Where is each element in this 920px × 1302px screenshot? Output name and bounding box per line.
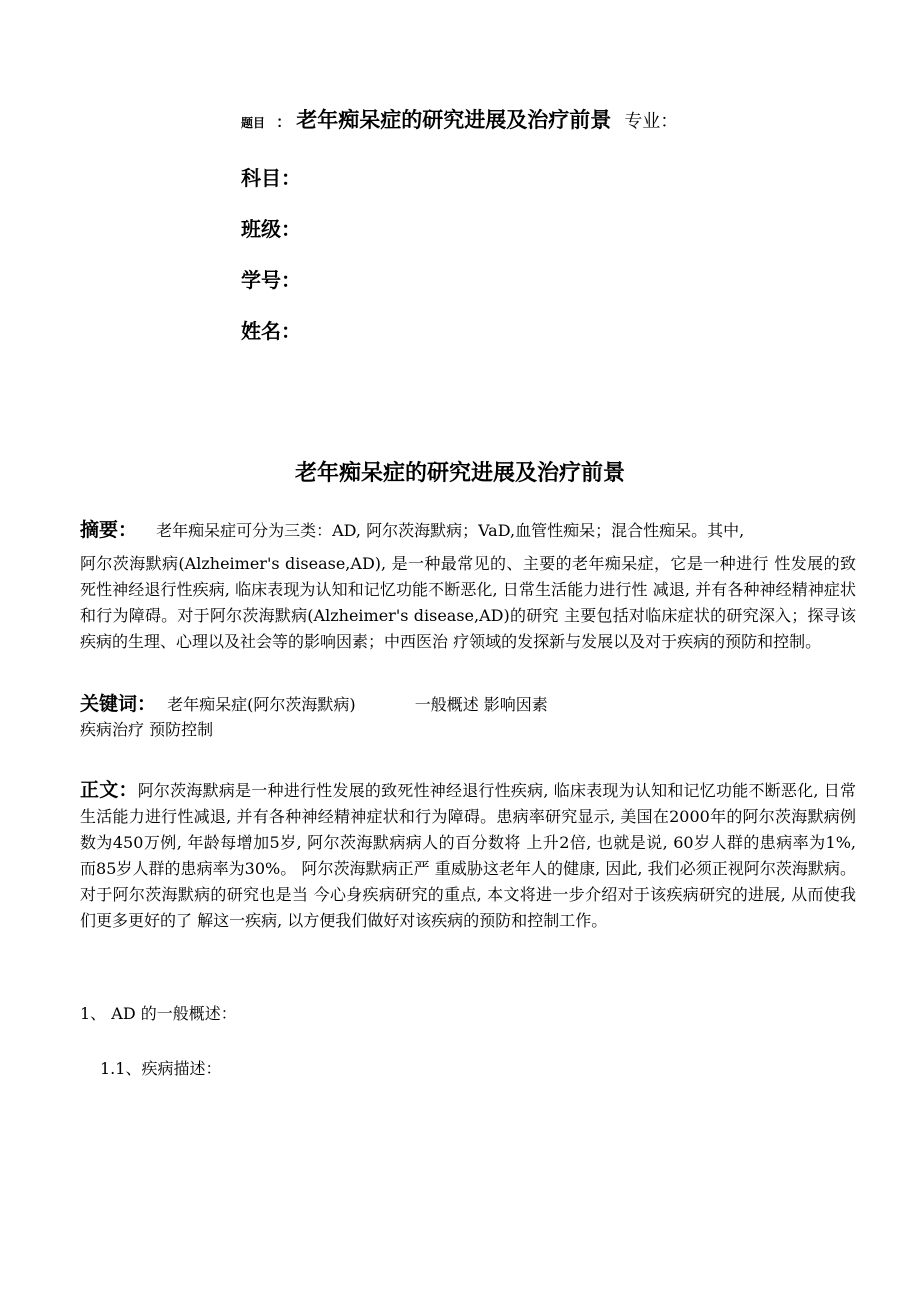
abstract-body: 阿尔茨海默病(Alzheimer's disease,AD), 是一种最常见的、主要的老年痴呆症，它是一种进行 性发展的致死性神经退行性疾病, 临床表现为认知和记忆功能不断恶化, 日常生活能力进行性 减退, 并有各种神经精神症状和行为障碍。对于阿尔茨海默病(Alzheimer's disease,AD)的研究 主要包括对临床症状的研究深入；探寻该疾病的生理、心理以及社会等的影响因素；中西医治 疗领域的发探新与发展以及对于疾病的预防和控制。 [80, 554, 856, 651]
class-label: 班级： [241, 217, 301, 241]
student-id-label: 学号： [241, 268, 301, 292]
major-label: 专业： [624, 111, 679, 132]
article-heading: 老年痴呆症的研究进展及治疗前景 [294, 461, 625, 486]
body-text: 阿尔茨海默病是一种进行性发展的致死性神经退行性疾病, 临床表现为认知和记忆功能不断恶化, 日常生活能力进行性减退, 并有各种神经精神症状和行为障碍。患病率研究显示, 美国在2000年的阿尔茨海默病例数为450万例, 年龄每增加5岁, 阿尔茨海默病病人的百分数将 上升2倍, 也就是说, 60岁人群的患病率为1%, 而85岁人群的患病率为30%。 阿尔茨海默病正严 重威胁这老年人的健康, 因此, 我们必须正视阿尔茨海默病。对于阿尔茨海默病的研究也是当 今心身疾病研究的重点, 本文将进一步介绍对于该疾病研究的进展, 从而使我们更多更好的了 解这一疾病, 以方便我们做好对该疾病的预防和控制工作。 [80, 781, 856, 930]
title-colon: ： [276, 113, 292, 131]
body-paragraph [80, 777, 856, 934]
title-label: 题目 [241, 116, 266, 130]
keyword-1: 老年痴呆症(阿尔茨海默病) [167, 695, 356, 714]
abstract-label: 摘要： [80, 519, 138, 541]
subject-label: 科目： [241, 166, 301, 190]
keywords-label: 关键词： [80, 693, 157, 715]
section-1-1-heading: 1.1、疾病描述： [100, 1059, 222, 1078]
name-label: 姓名： [241, 319, 301, 343]
keyword-3: 疾病治疗 预防控制 [80, 720, 214, 739]
keyword-2: 一般概述 影响因素 [414, 695, 548, 714]
abstract-first-line [80, 515, 744, 542]
abstract-first-text: 老年痴呆症可分为三类：AD, 阿尔茨海默病；VaD,血管性痴呆；混合性痴呆。其中, [156, 521, 745, 540]
body-label: 正文： [80, 779, 138, 801]
cover-title-line [241, 104, 678, 134]
cover-title: 老年痴呆症的研究进展及治疗前景 [296, 108, 612, 132]
section-1-heading: 1、 AD 的一般概述： [80, 1004, 237, 1023]
keywords-line [80, 689, 548, 716]
